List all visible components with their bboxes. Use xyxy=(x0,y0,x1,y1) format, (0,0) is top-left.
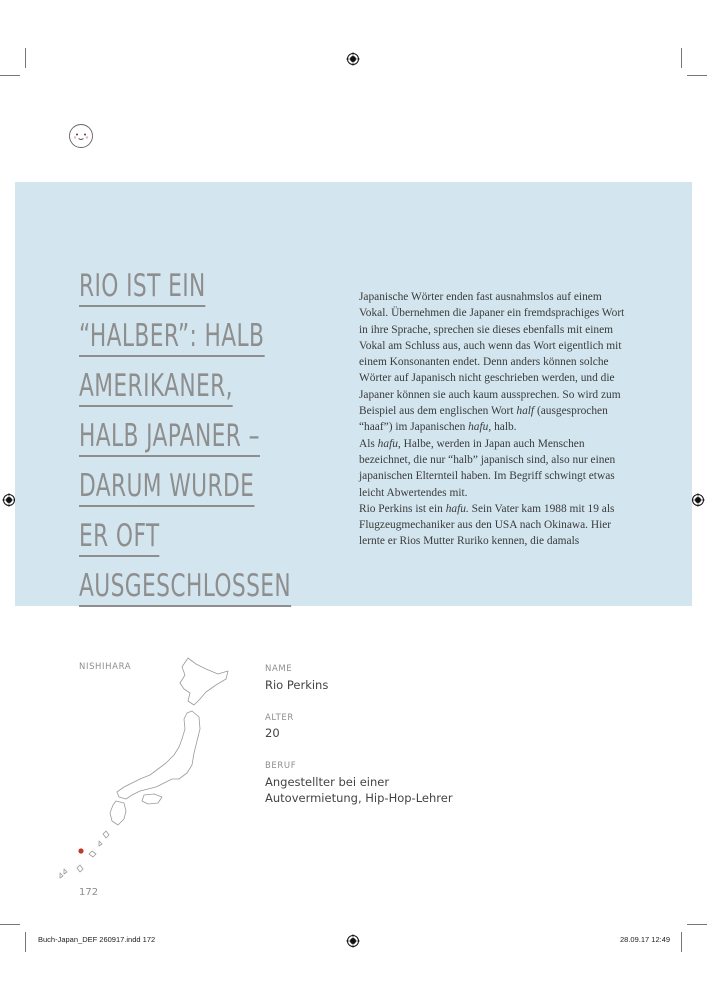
region-label: NISHIHARA xyxy=(79,662,132,672)
job-label: BERUF xyxy=(265,761,297,771)
crop-mark-bottom-right-v xyxy=(681,932,682,952)
registration-mark-right-icon xyxy=(691,493,705,507)
age-label: ALTER xyxy=(265,713,294,723)
page-number: 172 xyxy=(79,887,99,898)
headline xyxy=(79,264,292,614)
crop-mark-top-left-v xyxy=(25,48,26,68)
age-value: 20 xyxy=(265,726,280,740)
headline-line: RIO IST EIN xyxy=(79,267,206,307)
headline-line: AUSGESCHLOSSEN xyxy=(79,567,291,607)
name-label: NAME xyxy=(265,664,293,674)
article-body xyxy=(359,289,627,550)
name-value: Rio Perkins xyxy=(265,678,329,692)
job-value-line2: Autovermietung, Hip-Hop-Lehrer xyxy=(265,791,453,805)
headline-line: DARUM WURDE xyxy=(79,467,254,507)
crop-mark-bottom-left-v xyxy=(25,932,26,952)
headline-line: HALB JAPANER – xyxy=(79,417,260,457)
registration-mark-bottom-icon xyxy=(346,934,360,948)
crop-mark-bottom-left-h xyxy=(0,924,20,925)
registration-mark-top-icon xyxy=(346,52,360,66)
crop-mark-bottom-right-h xyxy=(687,924,707,925)
body-paragraph: Japanische Wörter enden fast ausnahmslos auf einem Vokal. Übernehmen die Japaner ein fremdsprachiges Wort in ihre Sprache, sprechen sie dieses ebenfalls mit einem Vokal am Schluss aus, auch wenn das Wort eigentlich mit einem Konsonanten endet. Denn anders können solche Wörter auf Japanisch nicht geschrieben werden, und die Japaner können sie auch kaum aussprechen. So wird zum Beispiel aus dem englischen Wort half (ausgesprochen “haaf”) im Japanischen hafu, halb. xyxy=(359,291,625,434)
crop-mark-top-right-v xyxy=(681,48,682,68)
japan-map-icon xyxy=(56,655,236,880)
headline-line: AMERIKANER, xyxy=(79,367,233,407)
headline-line: “HALBER”: HALB xyxy=(79,317,264,357)
headline-line: ER OFT xyxy=(79,517,160,557)
slug-filename: Buch-Japan_DEF 260917.indd 172 xyxy=(38,935,156,944)
slug-timestamp: 28.09.17 12:49 xyxy=(620,935,671,944)
crop-mark-top-right-h xyxy=(687,75,707,76)
registration-mark-left-icon xyxy=(2,493,16,507)
body-paragraph: Als hafu, Halbe, werden in Japan auch Menschen bezeichnet, die nur “halb” japanisch sind, also nur einen japanischen Elternteil haben. Im Begriff schwingt etwas leicht Abwertendes mit. xyxy=(359,437,616,499)
smiley-face-icon xyxy=(68,123,94,149)
crop-mark-top-left-h xyxy=(0,75,20,76)
body-paragraph: Rio Perkins ist ein hafu. Sein Vater kam 1988 mit 19 als Flugzeugmechaniker aus den USA nach Okinawa. Hier lernte er Rios Mutter Ruriko kennen, die damals xyxy=(359,502,615,548)
job-value-line1: Angestellter bei einer xyxy=(265,775,390,789)
